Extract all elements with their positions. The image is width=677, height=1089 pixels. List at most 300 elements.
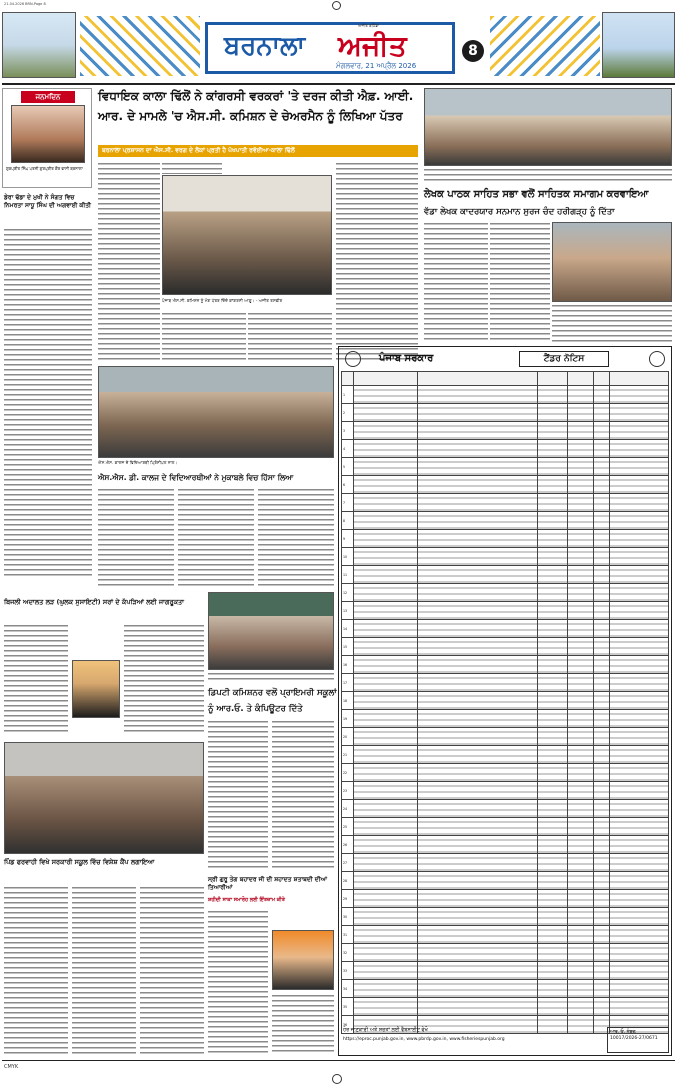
tender-serial: 8 bbox=[342, 512, 354, 530]
lead-body-col1 bbox=[98, 162, 160, 362]
tender-cell bbox=[418, 854, 538, 872]
tender-serial: 9 bbox=[342, 530, 354, 548]
tender-cell bbox=[610, 692, 669, 710]
tender-urls[interactable]: https://eproc.punjab.gov.in, www.pbrdp.gov.in, www.fisheriespunjab.org bbox=[343, 1037, 505, 1042]
tender-cell bbox=[610, 674, 669, 692]
right-top-subhead: ਵੱਡਾ ਲੇਖਕ ਕਾਦਰਯਾਰ ਸਨਮਾਨ ਸੁਰਜ ਚੰਦ ਹਰੀਗੜ੍ਹ ਨੂੰ ਦਿੱਤਾ bbox=[424, 207, 615, 217]
tender-cell bbox=[354, 728, 418, 746]
tender-cell bbox=[610, 530, 669, 548]
left-lower-portrait bbox=[72, 660, 120, 718]
tender-row bbox=[342, 980, 669, 998]
tender-cell bbox=[610, 746, 669, 764]
tender-cell bbox=[594, 584, 610, 602]
registration-mark bbox=[332, 1, 341, 10]
tender-cell bbox=[568, 584, 594, 602]
tender-cell bbox=[418, 980, 538, 998]
tender-cell bbox=[418, 818, 538, 836]
tender-cell bbox=[354, 458, 418, 476]
tender-cell bbox=[418, 800, 538, 818]
tender-serial: 24 bbox=[342, 800, 354, 818]
tender-cell bbox=[418, 782, 538, 800]
tender-serial: 18 bbox=[342, 692, 354, 710]
tender-row bbox=[342, 566, 669, 584]
tender-cell bbox=[418, 548, 538, 566]
tender-cell bbox=[418, 530, 538, 548]
tender-cell bbox=[594, 944, 610, 962]
left-lower-body-4 bbox=[72, 886, 136, 1054]
tender-cell bbox=[568, 692, 594, 710]
tender-cell bbox=[610, 782, 669, 800]
tender-cell bbox=[594, 692, 610, 710]
tender-row bbox=[342, 800, 669, 818]
tender-row bbox=[342, 764, 669, 782]
tender-cell bbox=[594, 746, 610, 764]
tender-cell bbox=[354, 404, 418, 422]
tender-cell bbox=[568, 836, 594, 854]
tender-serial: 19 bbox=[342, 710, 354, 728]
tender-cell bbox=[594, 962, 610, 980]
issue-date: ਮੰਗਲਵਾਰ, 21 ਅਪ੍ਰੈਲ 2026 bbox=[336, 62, 417, 70]
tender-cell bbox=[354, 872, 418, 890]
tender-cell bbox=[594, 872, 610, 890]
tender-cell bbox=[568, 710, 594, 728]
tender-cell bbox=[610, 998, 669, 1016]
registration-mark-bottom bbox=[332, 1074, 342, 1084]
tender-table bbox=[341, 371, 669, 1027]
sahibzade-body-2 bbox=[272, 994, 334, 1054]
tender-serial: 32 bbox=[342, 944, 354, 962]
masthead-pattern-right bbox=[490, 16, 600, 76]
tender-serial: 10 bbox=[342, 548, 354, 566]
right-top-headline: ਲੇਖਕ ਪਾਠਕ ਸਾਹਿਤ ਸਭਾ ਵਲੋਂ ਸਾਹਿਤਕ ਸਮਾਗਮ ਕਰਵਾਇਆ bbox=[424, 189, 649, 200]
tender-cell bbox=[538, 746, 568, 764]
tender-serial: 29 bbox=[342, 890, 354, 908]
tender-cell bbox=[538, 926, 568, 944]
tender-cell bbox=[610, 818, 669, 836]
page-number: 8 bbox=[462, 40, 484, 62]
masthead-pattern-left bbox=[80, 16, 200, 76]
left-lower-headline-1: ਬਿਜਲੀ ਅਦਾਲਤ ਲੜ (ਘੁਲਕ ਸੁਸਾਇਟੀ) ਸਰਾਂ ਦੇ ਕੱਪੜਿਆਂ ਲਈ ਜਾਗਰੂਕਤਾ bbox=[4, 598, 185, 606]
tender-cell bbox=[594, 476, 610, 494]
tender-cell bbox=[418, 638, 538, 656]
tender-cell bbox=[610, 602, 669, 620]
tender-cell bbox=[568, 890, 594, 908]
tender-cell bbox=[418, 440, 538, 458]
tender-cell bbox=[354, 530, 418, 548]
tender-cell bbox=[594, 980, 610, 998]
tender-cell bbox=[594, 530, 610, 548]
right-top-body-2 bbox=[490, 222, 550, 342]
tender-serial: 17 bbox=[342, 674, 354, 692]
tender-cell bbox=[418, 422, 538, 440]
tender-cell bbox=[568, 638, 594, 656]
tender-cell bbox=[354, 494, 418, 512]
tender-cell bbox=[354, 854, 418, 872]
college-photo-caption: ਐਸ.ਐਸ. ਕਾਲਜ ਦੇ ਵਿਦਿਆਰਥੀ ਪ੍ਰਿੰਸੀਪਲ ਨਾਲ। bbox=[98, 460, 178, 465]
tender-row bbox=[342, 530, 669, 548]
tender-row bbox=[342, 440, 669, 458]
tender-ad-ref: ਆਰ. ਓ. ਨੰਬਰ: 10017/2026-27/0671 bbox=[607, 1027, 669, 1053]
tender-cell bbox=[538, 584, 568, 602]
tender-cell bbox=[354, 926, 418, 944]
tender-cell bbox=[538, 710, 568, 728]
left-story-body-1 bbox=[4, 228, 92, 578]
tender-cell bbox=[610, 422, 669, 440]
tender-cell bbox=[594, 908, 610, 926]
tender-row bbox=[342, 476, 669, 494]
tender-serial: 7 bbox=[342, 494, 354, 512]
tender-cell bbox=[418, 908, 538, 926]
tender-cell bbox=[594, 620, 610, 638]
tender-cell bbox=[568, 782, 594, 800]
tender-row bbox=[342, 674, 669, 692]
tender-cell bbox=[594, 602, 610, 620]
tender-cell bbox=[568, 656, 594, 674]
masthead-photo-right bbox=[602, 12, 675, 78]
tender-cell bbox=[610, 458, 669, 476]
cmyk-strip: CMYK bbox=[4, 1064, 19, 1070]
tender-cell bbox=[568, 908, 594, 926]
tender-cell bbox=[568, 962, 594, 980]
tender-cell bbox=[568, 980, 594, 998]
tender-cell bbox=[610, 728, 669, 746]
tender-cell bbox=[538, 386, 568, 404]
tender-cell bbox=[610, 620, 669, 638]
tender-row bbox=[342, 512, 669, 530]
punjab-seal-right bbox=[649, 351, 665, 367]
tender-cell bbox=[538, 998, 568, 1016]
paper-name: ਅਜੀਤ bbox=[338, 29, 407, 62]
bottom-rule bbox=[2, 1060, 675, 1061]
tender-cell bbox=[354, 890, 418, 908]
tender-cell bbox=[594, 404, 610, 422]
tender-cell bbox=[594, 566, 610, 584]
tender-cell bbox=[568, 476, 594, 494]
tender-cell bbox=[538, 890, 568, 908]
classroom-photo bbox=[208, 592, 334, 670]
tender-row bbox=[342, 926, 669, 944]
tender-cell bbox=[354, 692, 418, 710]
tender-govt: ਪੰਜਾਬ ਸਰਕਾਰ bbox=[379, 353, 434, 364]
college-body-1 bbox=[98, 488, 174, 588]
tender-row bbox=[342, 962, 669, 980]
tender-cell bbox=[594, 656, 610, 674]
tender-cell bbox=[610, 926, 669, 944]
tender-cell bbox=[354, 440, 418, 458]
tender-cell bbox=[568, 800, 594, 818]
tender-cell bbox=[610, 836, 669, 854]
tender-cell bbox=[354, 422, 418, 440]
tender-cell bbox=[354, 962, 418, 980]
tender-cell bbox=[568, 422, 594, 440]
tender-cell bbox=[568, 854, 594, 872]
tender-serial: 15 bbox=[342, 638, 354, 656]
tender-cell bbox=[354, 566, 418, 584]
tender-cell bbox=[594, 422, 610, 440]
lead-body-col2 bbox=[162, 162, 222, 174]
tender-cell bbox=[418, 710, 538, 728]
tender-cell bbox=[538, 476, 568, 494]
tender-cell bbox=[354, 818, 418, 836]
city-name: ਬਰਨਾਲਾ bbox=[224, 31, 306, 61]
tender-cell bbox=[568, 620, 594, 638]
tender-cell bbox=[418, 692, 538, 710]
tender-row bbox=[342, 602, 669, 620]
tender-cell bbox=[594, 512, 610, 530]
sahibzade-portrait bbox=[272, 930, 334, 990]
tender-serial: 16 bbox=[342, 656, 354, 674]
tender-serial: 26 bbox=[342, 836, 354, 854]
tender-row bbox=[342, 854, 669, 872]
tender-cell bbox=[568, 944, 594, 962]
tender-cell bbox=[538, 638, 568, 656]
tender-cell bbox=[354, 512, 418, 530]
tender-cell bbox=[538, 422, 568, 440]
left-lower-photo bbox=[4, 742, 204, 854]
college-photo bbox=[98, 366, 334, 458]
tender-cell bbox=[538, 728, 568, 746]
college-headline: ਐਸ.ਐਸ. ਡੀ. ਕਾਲਜ ਦੇ ਵਿਦਿਆਰਥੀਆਂ ਨੇ ਮੁਕਾਬਲੇ ਵਿਚ ਹਿੱਸਾ ਲਿਆ bbox=[98, 473, 294, 482]
tender-cell bbox=[568, 404, 594, 422]
lead-photo-caption: ਪੰਜਾਬ ਐਸ.ਸੀ. ਕਮਿਸ਼ਨ ਨੂੰ ਮੰਗ ਪੱਤਰ ਦਿੰਦੇ ਕਾਂਗਰਸੀ ਆਗੂ। - ਅਜੀਤ ਤਸਵੀਰ bbox=[162, 298, 283, 303]
right-top-body-3 bbox=[552, 304, 672, 342]
tender-serial: 25 bbox=[342, 818, 354, 836]
tender-row bbox=[342, 710, 669, 728]
tender-row bbox=[342, 620, 669, 638]
tender-cell bbox=[538, 944, 568, 962]
tender-row bbox=[342, 584, 669, 602]
tender-cell bbox=[418, 998, 538, 1016]
tender-row bbox=[342, 998, 669, 1016]
tender-row bbox=[342, 494, 669, 512]
tender-cell bbox=[594, 638, 610, 656]
tender-cell bbox=[538, 818, 568, 836]
tender-cell bbox=[418, 458, 538, 476]
tender-cell bbox=[538, 692, 568, 710]
tender-cell bbox=[538, 440, 568, 458]
tender-cell bbox=[418, 674, 538, 692]
tender-cell bbox=[594, 674, 610, 692]
tender-cell bbox=[538, 602, 568, 620]
tender-serial: 21 bbox=[342, 746, 354, 764]
tender-notice bbox=[338, 346, 672, 1056]
tender-cell bbox=[610, 800, 669, 818]
tender-row bbox=[342, 908, 669, 926]
tender-cell bbox=[610, 440, 669, 458]
tender-cell bbox=[610, 638, 669, 656]
tender-serial: 1 bbox=[342, 386, 354, 404]
tender-cell bbox=[538, 620, 568, 638]
tender-cell bbox=[354, 908, 418, 926]
left-lower-body-3 bbox=[4, 886, 68, 1054]
tender-cell bbox=[538, 782, 568, 800]
tender-cell bbox=[568, 674, 594, 692]
tender-row bbox=[342, 890, 669, 908]
tender-cell bbox=[354, 602, 418, 620]
tender-cell bbox=[594, 710, 610, 728]
tender-cell bbox=[610, 386, 669, 404]
tender-cell bbox=[354, 584, 418, 602]
left-lower-body-2 bbox=[124, 624, 204, 734]
dc-body-1 bbox=[208, 720, 268, 870]
tender-row bbox=[342, 656, 669, 674]
tender-cell bbox=[594, 458, 610, 476]
tender-row bbox=[342, 422, 669, 440]
tender-cell bbox=[538, 674, 568, 692]
birthday-badge: ਜਨਮਦਿਨ bbox=[21, 91, 75, 103]
classroom-caption bbox=[208, 672, 334, 682]
tender-cell bbox=[568, 548, 594, 566]
tender-cell bbox=[568, 764, 594, 782]
tender-cell bbox=[538, 872, 568, 890]
tender-cell bbox=[354, 800, 418, 818]
tender-serial: 22 bbox=[342, 764, 354, 782]
tender-cell bbox=[610, 890, 669, 908]
tender-row bbox=[342, 872, 669, 890]
tender-row bbox=[342, 836, 669, 854]
tender-cell bbox=[538, 530, 568, 548]
tender-cell bbox=[538, 800, 568, 818]
tender-cell bbox=[568, 458, 594, 476]
college-body-3 bbox=[258, 488, 334, 588]
tender-cell bbox=[594, 764, 610, 782]
tender-cell bbox=[354, 620, 418, 638]
tender-cell bbox=[568, 566, 594, 584]
tender-cell bbox=[568, 818, 594, 836]
tender-cell bbox=[354, 998, 418, 1016]
lead-headline-line1: ਵਿਧਾਇਕ ਕਾਲਾ ਢਿੱਲੋਂ ਨੇ ਕਾਂਗਰਸੀ ਵਰਕਰਾਂ 'ਤੇ ਦਰਜ ਕੀਤੀ ਐਫ਼. ਆਈ. bbox=[98, 89, 414, 103]
tender-title: ਟੈਂਡਰ ਨੋਟਿਸ bbox=[519, 351, 609, 367]
tender-row bbox=[342, 548, 669, 566]
tender-cell bbox=[418, 656, 538, 674]
dc-body-2 bbox=[272, 720, 334, 870]
tender-cell bbox=[594, 854, 610, 872]
masthead-photo-left bbox=[2, 12, 76, 78]
tender-row bbox=[342, 728, 669, 746]
tender-cell bbox=[354, 980, 418, 998]
tender-cell bbox=[568, 530, 594, 548]
right-top-caption bbox=[424, 168, 672, 184]
tender-serial: 28 bbox=[342, 872, 354, 890]
tender-row bbox=[342, 458, 669, 476]
sahibzade-subhead: ਸ਼ਹੀਦੀ ਸਾਕਾ ਸਮਾਰੋਹ ਲਈ ਇੰਤਜ਼ਾਮ ਕੀਤੇ bbox=[208, 897, 285, 903]
tender-cell bbox=[610, 584, 669, 602]
tender-cell bbox=[594, 998, 610, 1016]
tender-row bbox=[342, 638, 669, 656]
left-lower-headline-2: ਪਿੰਡ ਫਰਵਾਹੀ ਵਿਖੇ ਸਰਕਾਰੀ ਸਕੂਲ ਵਿੱਚ ਵਿਸ਼ੇਸ਼ ਕੈਂਪ ਲਗਾਇਆ bbox=[4, 858, 155, 866]
tender-cell bbox=[610, 548, 669, 566]
tender-cell bbox=[610, 872, 669, 890]
tender-cell bbox=[594, 890, 610, 908]
tender-cell bbox=[594, 386, 610, 404]
tender-cell bbox=[354, 782, 418, 800]
tender-cell bbox=[538, 980, 568, 998]
tender-cell bbox=[418, 476, 538, 494]
tender-cell bbox=[354, 548, 418, 566]
tender-cell bbox=[418, 566, 538, 584]
tender-cell bbox=[538, 656, 568, 674]
tender-cell bbox=[538, 404, 568, 422]
tender-serial: 34 bbox=[342, 980, 354, 998]
right-top-photo bbox=[424, 88, 672, 166]
tender-cell bbox=[610, 908, 669, 926]
tender-serial: 23 bbox=[342, 782, 354, 800]
tender-cell bbox=[538, 512, 568, 530]
tender-row bbox=[342, 692, 669, 710]
right-top-body-1 bbox=[424, 222, 488, 342]
lead-body-col5 bbox=[336, 162, 418, 362]
tender-cell bbox=[594, 782, 610, 800]
tender-cell bbox=[594, 836, 610, 854]
tender-cell bbox=[354, 746, 418, 764]
tender-row bbox=[342, 818, 669, 836]
tender-cell bbox=[538, 854, 568, 872]
left-lower-body-5 bbox=[140, 886, 204, 1054]
tender-cell bbox=[568, 998, 594, 1016]
tender-cell bbox=[610, 962, 669, 980]
masthead-nameplate bbox=[205, 22, 455, 74]
tender-serial: 5 bbox=[342, 458, 354, 476]
tender-cell bbox=[418, 512, 538, 530]
tender-cell bbox=[354, 386, 418, 404]
tender-cell bbox=[538, 836, 568, 854]
tender-serial: 36 bbox=[342, 1016, 354, 1034]
college-body-2 bbox=[178, 488, 254, 588]
lead-body-col3 bbox=[162, 312, 246, 362]
tender-cell bbox=[594, 728, 610, 746]
left-lower-body-1 bbox=[4, 624, 68, 734]
tender-cell bbox=[568, 440, 594, 458]
tender-cell bbox=[610, 944, 669, 962]
tender-serial: 13 bbox=[342, 602, 354, 620]
tender-cell bbox=[418, 926, 538, 944]
tender-serial: 6 bbox=[342, 476, 354, 494]
dc-headline-b: ਨੂੰ ਆਰ.ਓ. ਤੇ ਕੰਪਿਊਟਰ ਦਿੱਤੇ bbox=[208, 704, 303, 714]
tender-row bbox=[342, 404, 669, 422]
tender-cell bbox=[594, 818, 610, 836]
tender-cell bbox=[418, 944, 538, 962]
tender-cell bbox=[610, 656, 669, 674]
tender-cell bbox=[538, 566, 568, 584]
birthday-caption: ਗੁਰਪ੍ਰੀਤ ਸਿੰਘ ਪਤਨੀ ਗੁਰਪ੍ਰੀਤ ਕੌਰ ਵਾਸੀ ਬਰਨਾਲਾ bbox=[6, 166, 83, 171]
tender-cell bbox=[568, 386, 594, 404]
tender-cell bbox=[568, 872, 594, 890]
tender-cell bbox=[568, 512, 594, 530]
tender-row bbox=[342, 782, 669, 800]
tender-row bbox=[342, 386, 669, 404]
tender-cell bbox=[610, 710, 669, 728]
tender-cell bbox=[610, 566, 669, 584]
tender-cell bbox=[538, 962, 568, 980]
tender-serial: 4 bbox=[342, 440, 354, 458]
birthday-box bbox=[2, 88, 92, 188]
tender-serial: 33 bbox=[342, 962, 354, 980]
punjab-seal-left bbox=[345, 351, 361, 367]
tender-cell bbox=[418, 872, 538, 890]
lead-body-col4 bbox=[248, 312, 332, 362]
tender-cell bbox=[610, 494, 669, 512]
birthday-photo bbox=[11, 105, 85, 163]
tender-cell bbox=[418, 836, 538, 854]
tender-cell bbox=[594, 440, 610, 458]
tender-cell bbox=[594, 548, 610, 566]
left-headline-1: ਡੇਰਾ ਢੱਡਾ ਦੇ ਮੁਖੀ ਨੇ ਸੰਗਤ ਵਿਚ ਨਿਮਰਤਾ ਸਾਧੂ ਸਿੰਘ ਦੀ ਅਗਵਾਈ ਕੀਤੀ bbox=[4, 194, 91, 209]
tender-row bbox=[342, 746, 669, 764]
lead-headline-line2: ਆਰ. ਦੇ ਮਾਮਲੇ 'ਚ ਐਸ.ਸੀ. ਕਮਿਸ਼ਨ ਦੇ ਚੇਅਰਮੈਨ ਨੂੰ ਲਿਖਿਆ ਪੱਤਰ bbox=[98, 109, 403, 123]
tender-serial: 27 bbox=[342, 854, 354, 872]
tender-serial: 2 bbox=[342, 404, 354, 422]
tender-cell bbox=[610, 404, 669, 422]
